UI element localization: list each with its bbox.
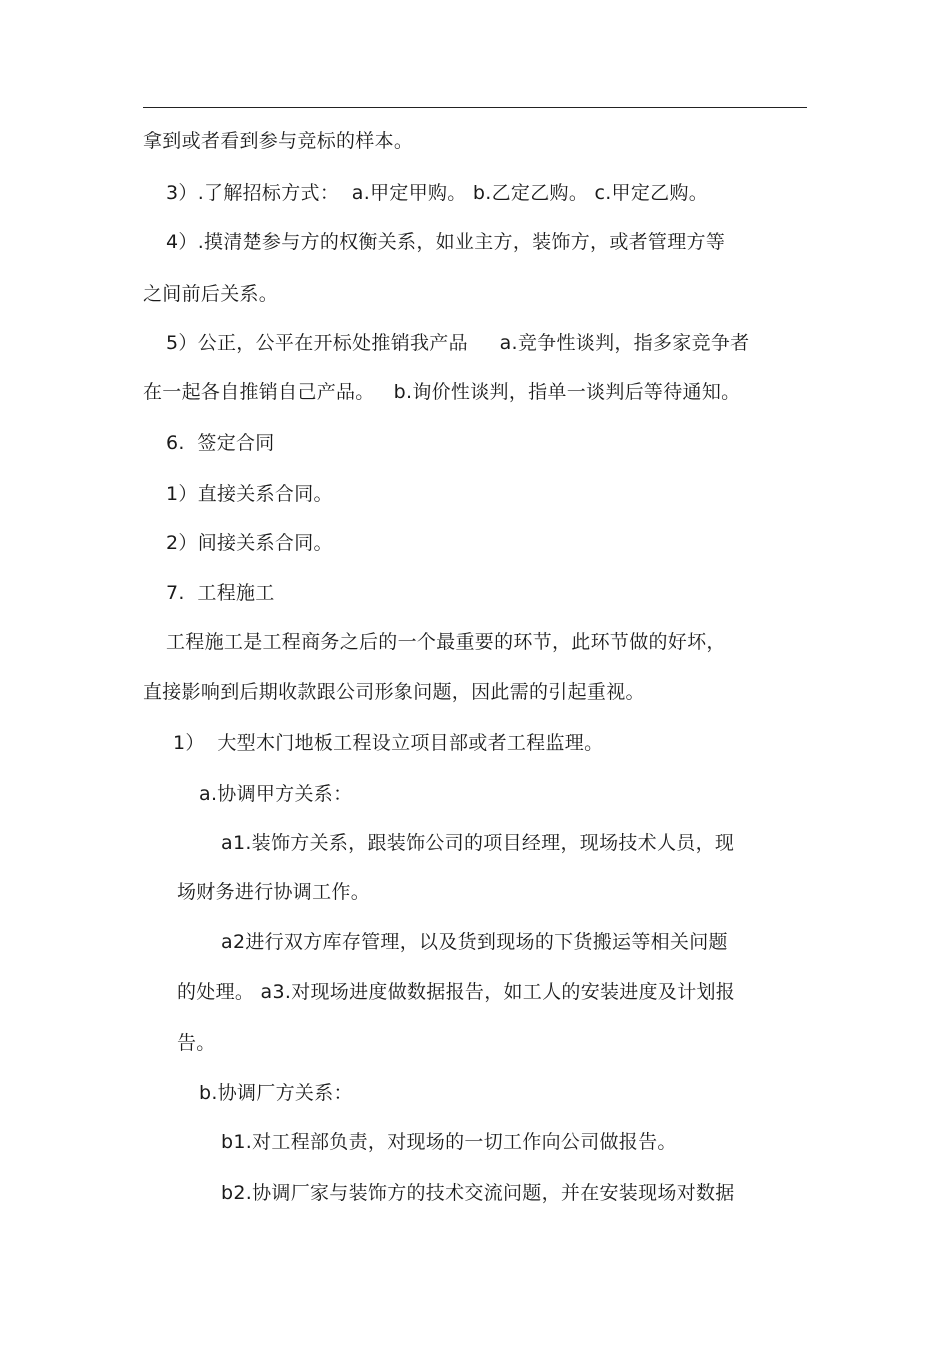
- text-line: b.协调厂方关系：: [199, 1082, 353, 1104]
- text-line: 直接影响到后期收款跟公司形象问题，因此需的引起重视。: [143, 681, 645, 703]
- text-line: 5）公正，公平在开标处推销我产品 a.竞争性谈判，指多家竞争者: [166, 332, 750, 354]
- header-rule: [143, 107, 807, 108]
- text-line: b1.对工程部负责，对现场的一切工作向公司做报告。: [221, 1131, 677, 1153]
- text-line: 4）.摸清楚参与方的权衡关系，如业主方，装饰方，或者管理方等: [166, 231, 726, 253]
- text-line: 工程施工是工程商务之后的一个最重要的环节，此环节做的好坏，: [166, 631, 726, 653]
- text-line: 拿到或者看到参与竞标的样本。: [143, 130, 414, 152]
- text-line: 场财务进行协调工作。: [177, 881, 371, 903]
- text-line: a.协调甲方关系：: [199, 783, 353, 805]
- text-line: 2）间接关系合同。: [166, 532, 333, 554]
- text-line: a2进行双方库存管理，以及货到现场的下货搬运等相关问题: [221, 931, 728, 953]
- text-line: 的处理。 a3.对现场进度做数据报告，如工人的安装进度及计划报: [177, 981, 736, 1003]
- section-heading: 7. 工程施工: [166, 582, 275, 604]
- text-line: 之间前后关系。: [143, 283, 279, 305]
- text-line: 告。: [177, 1032, 216, 1054]
- section-heading: 6. 签定合同: [166, 432, 275, 454]
- text-line: 1） 大型木门地板工程设立项目部或者工程监理。: [173, 732, 604, 754]
- text-line: 3）.了解招标方式： a.甲定甲购。 b.乙定乙购。 c.甲定乙购。: [166, 182, 709, 204]
- text-line: 在一起各自推销自己产品。 b.询价性谈判，指单一谈判后等待通知。: [143, 381, 741, 403]
- text-line: 1）直接关系合同。: [166, 483, 333, 505]
- text-line: b2.协调厂家与装饰方的技术交流问题，并在安装现场对数据: [221, 1182, 735, 1204]
- text-line: a1.装饰方关系，跟装饰公司的项目经理，现场技术人员，现: [221, 832, 735, 854]
